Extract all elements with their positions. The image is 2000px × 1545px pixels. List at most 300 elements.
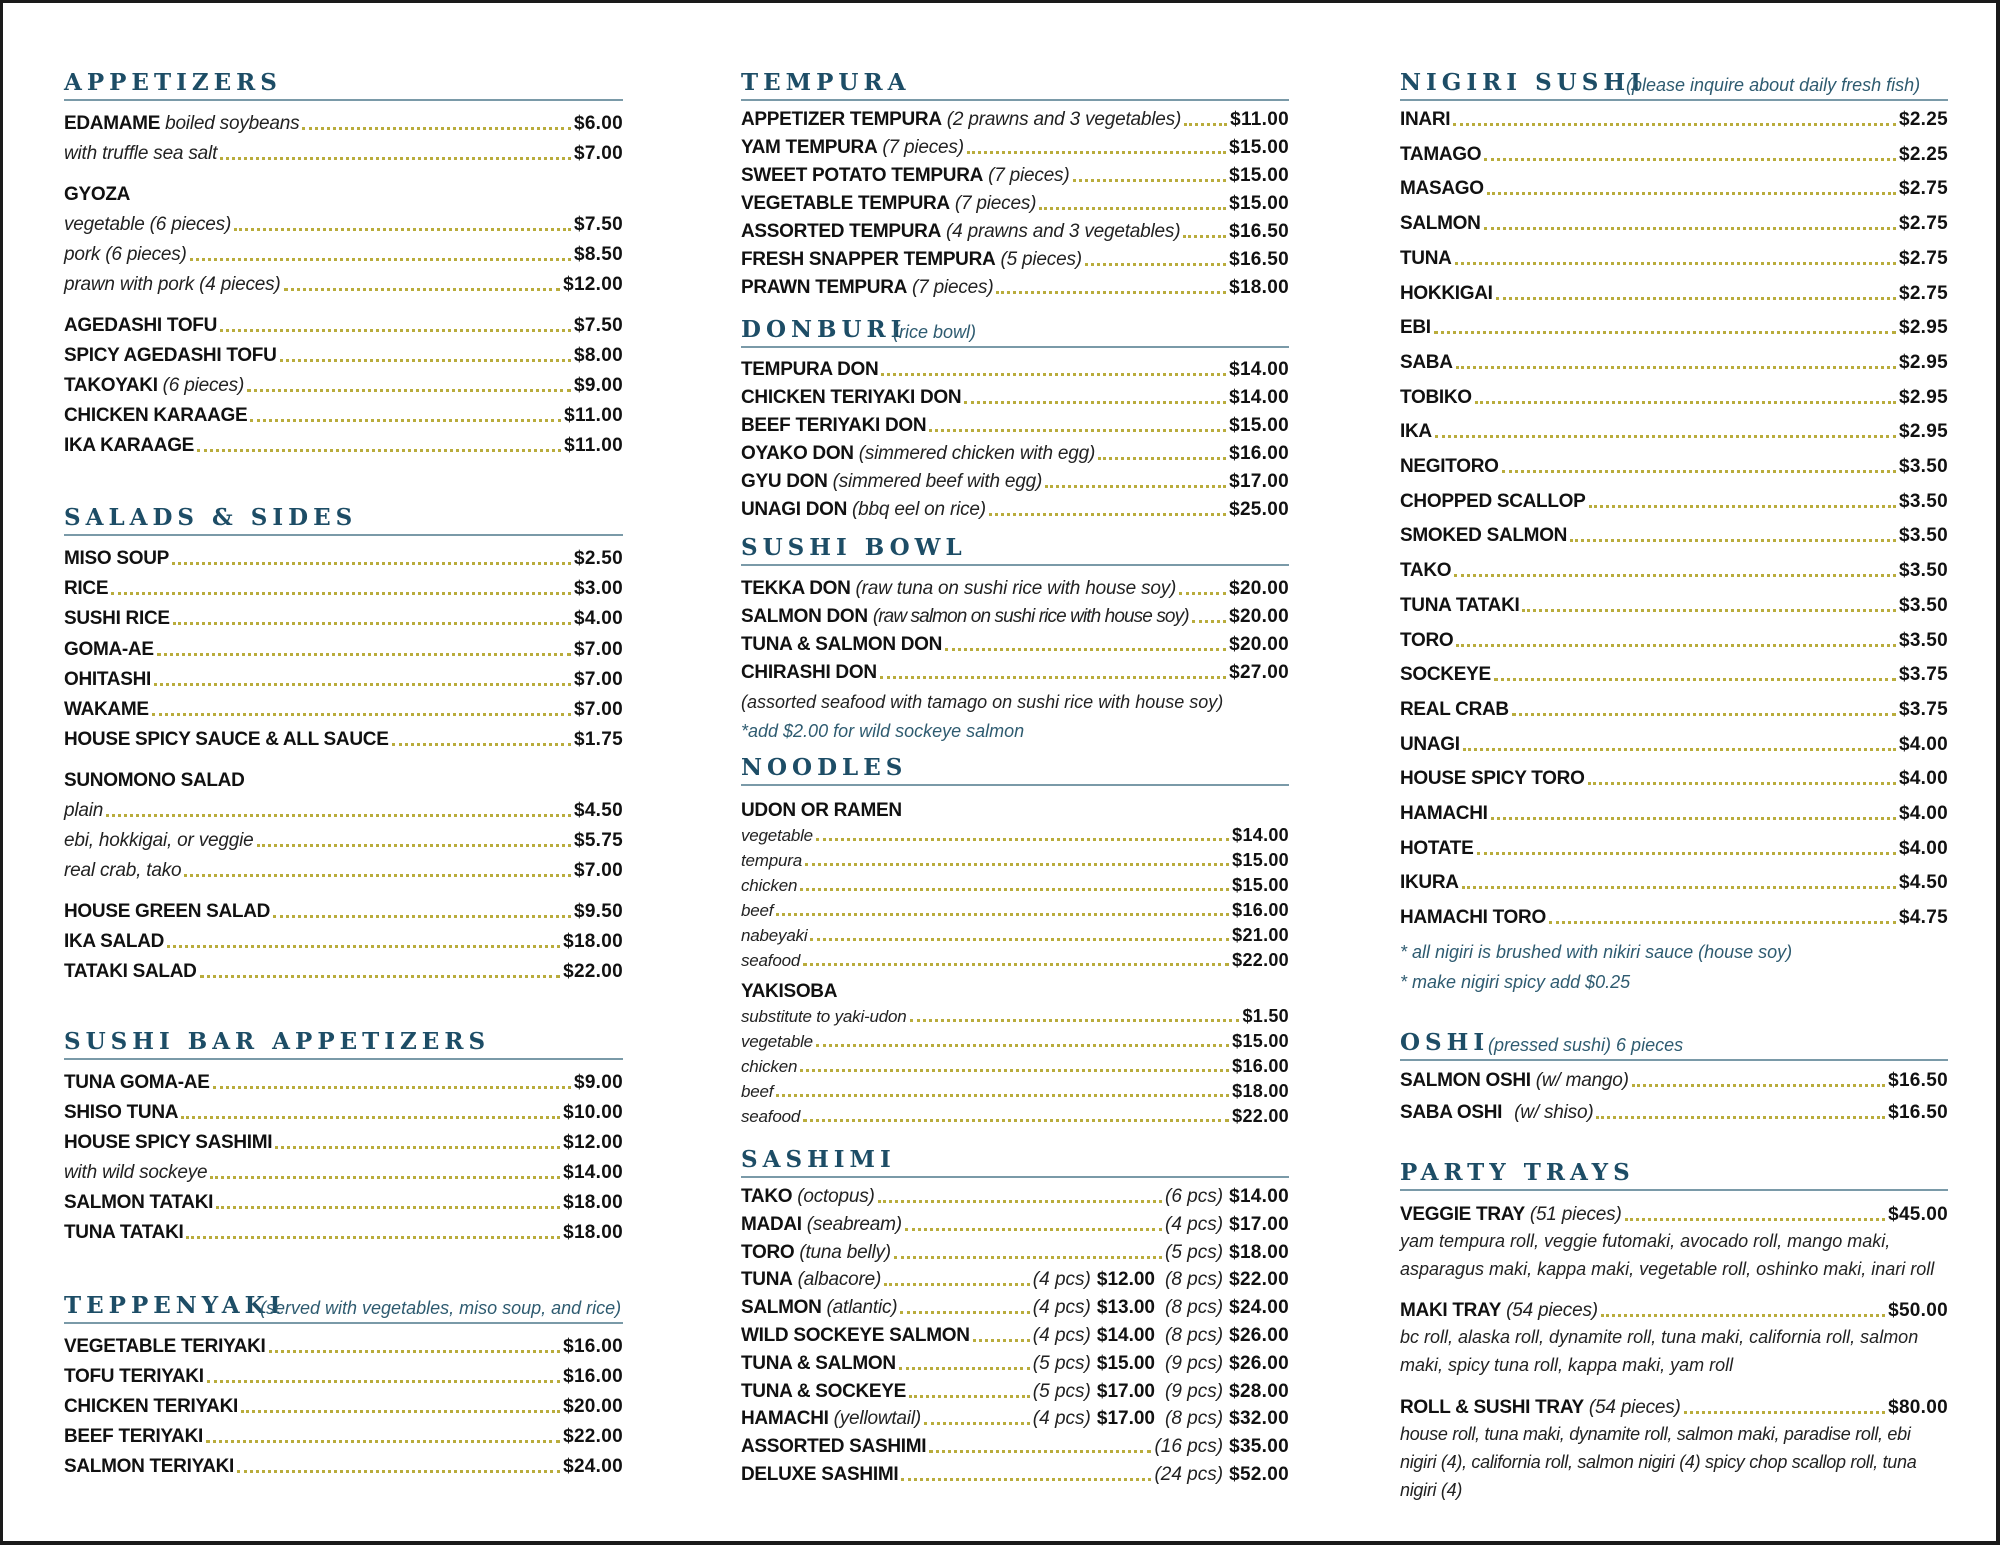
dot-leader [894, 1256, 1162, 1259]
menu-item-option [741, 1055, 1289, 1077]
item-price: $4.50 [1898, 872, 1948, 894]
dot-leader [210, 1176, 560, 1179]
item-name: HAMACHI [741, 1408, 829, 1430]
item-desc: (tuna belly) [799, 1241, 891, 1263]
item-name: ROLL & SUSHI TRAY [1400, 1397, 1584, 1418]
item-name: TATAKI SALAD [64, 961, 197, 982]
item-name: WAKAME [64, 699, 149, 720]
dot-leader [247, 389, 571, 392]
menu-item [1400, 313, 1948, 339]
item-desc: (7 pieces) [882, 137, 964, 158]
dot-leader [106, 814, 571, 817]
menu-item-option [64, 826, 623, 852]
item-price: $52.00 [1229, 1464, 1289, 1485]
item-price-small: $15.00 [1096, 1352, 1155, 1374]
item-option: seafood [741, 951, 801, 970]
section-heading [741, 310, 1289, 348]
menu-item [64, 311, 623, 337]
item-price: $2.75 [1898, 178, 1948, 200]
item-price: $22.00 [1232, 950, 1289, 970]
dot-leader [1596, 1116, 1885, 1119]
item-group-name: SUNOMONO SALAD [64, 770, 245, 791]
dot-leader [152, 713, 571, 716]
dot-leader [810, 938, 1229, 941]
item-price: $45.00 [1888, 1204, 1948, 1225]
dot-leader [924, 1422, 1030, 1425]
section-heading [741, 1140, 1289, 1178]
item-option: prawn with pork (4 pieces) [64, 274, 281, 295]
item-price: $3.50 [1898, 490, 1948, 512]
item-desc: boiled soybeans [165, 113, 300, 134]
item-price: $7.50 [573, 315, 623, 336]
item-price: $26.00 [1229, 1352, 1289, 1374]
item-price: $1.50 [1242, 1006, 1289, 1026]
menu-item [1400, 626, 1948, 652]
dot-leader [816, 1044, 1229, 1047]
item-name: TEKKA DON [741, 578, 851, 599]
item-price: $9.50 [573, 901, 623, 922]
piece-count: (8 pcs) [1165, 1297, 1224, 1319]
item-desc: (w/ mango) [1535, 1070, 1629, 1091]
dot-leader [213, 1086, 571, 1089]
menu-item-option [64, 1158, 623, 1184]
dot-leader [989, 513, 1226, 516]
item-name: TUNA GOMA-AE [64, 1072, 210, 1093]
menu-item [741, 161, 1289, 187]
dot-leader [800, 888, 1229, 891]
dot-leader [1073, 179, 1227, 182]
menu-item [1400, 1296, 1948, 1322]
menu-item [1400, 1098, 1948, 1124]
dot-leader [816, 838, 1229, 841]
dot-leader [1601, 1314, 1885, 1317]
item-price: $22.00 [563, 961, 623, 982]
item-price: $8.00 [573, 345, 623, 366]
item-name: SOCKEYE [1400, 664, 1491, 686]
item-price: $16.50 [1229, 249, 1289, 270]
menu-item [741, 1210, 1289, 1236]
dot-leader [1454, 574, 1896, 577]
menu-item [1400, 487, 1948, 513]
section-title: PARTY TRAYS [1400, 1159, 1635, 1186]
item-option: with truffle sea salt [64, 143, 218, 164]
piece-count-small: (4 pcs) [1032, 1297, 1091, 1319]
dot-leader [167, 945, 560, 948]
menu-item [1400, 279, 1948, 305]
item-name: CHICKEN TERIYAKI DON [741, 387, 962, 408]
item-price: $26.00 [1229, 1325, 1289, 1346]
menu-item-option [64, 796, 623, 822]
menu-item [64, 1332, 623, 1358]
item-name: BEEF TERIYAKI [64, 1426, 203, 1447]
item-name: CHICKEN KARAAGE [64, 405, 248, 426]
item-price: $4.00 [1898, 733, 1948, 755]
dot-leader [1477, 852, 1896, 855]
menu-item [64, 665, 623, 691]
item-name: INARI [1400, 109, 1451, 130]
item-price: $3.50 [1898, 525, 1948, 547]
item-option: with wild sockeye [64, 1162, 208, 1183]
menu-item [741, 1404, 1289, 1430]
menu-item [741, 383, 1289, 409]
item-name: APPETIZER TEMPURA [741, 109, 942, 130]
item-desc: (raw tuna on sushi rice with house soy) [855, 578, 1177, 599]
item-name: SHISO TUNA [64, 1102, 179, 1123]
menu-item [64, 1362, 623, 1388]
item-option: tempura [741, 851, 802, 870]
menu-item [741, 245, 1289, 271]
item-price: $3.50 [1898, 629, 1948, 651]
item-name: UNAGI DON [741, 499, 848, 520]
item-desc: (54 pieces) [1588, 1397, 1681, 1418]
item-price: $14.00 [1229, 359, 1289, 380]
item-price: $18.00 [1229, 1241, 1289, 1263]
item-name: SALMON TERIYAKI [64, 1456, 235, 1477]
item-name: ASSORTED SASHIMI [741, 1436, 927, 1458]
item-price: $80.00 [1888, 1397, 1948, 1418]
menu-item [64, 1128, 623, 1154]
menu-item [741, 1293, 1289, 1319]
item-name: WILD SOCKEYE SALMON [741, 1325, 970, 1346]
sockeye-note: *add $2.00 for wild sockeye salmon [741, 721, 1025, 741]
item-name: ASSORTED TEMPURA [741, 221, 941, 242]
dot-leader [157, 653, 571, 656]
item-price: $7.00 [573, 860, 623, 881]
menu-item [741, 630, 1289, 656]
dot-leader [776, 913, 1229, 916]
menu-item [1400, 140, 1948, 166]
menu-item-option [64, 856, 623, 882]
menu-item [64, 1218, 623, 1244]
dot-leader [220, 329, 571, 332]
item-price: $17.00 [1229, 1213, 1289, 1235]
item-option: nabeyaki [741, 926, 808, 945]
dot-leader [901, 1478, 1151, 1481]
menu-item [1400, 591, 1948, 617]
item-desc: (seabream) [806, 1213, 902, 1235]
section-title: NIGIRI SUSHI [1400, 69, 1646, 96]
item-option: beef [741, 901, 774, 920]
item-name: SUSHI RICE [64, 608, 170, 629]
dot-leader [803, 963, 1229, 966]
item-desc: (octopus) [797, 1186, 875, 1207]
item-name: TUNA TATAKI [64, 1222, 184, 1243]
dot-leader [184, 874, 571, 877]
dot-leader [1512, 713, 1896, 716]
item-price-small: $14.00 [1096, 1325, 1155, 1346]
item-price: $7.00 [573, 143, 623, 164]
menu-item [64, 109, 623, 135]
item-price: $1.75 [573, 729, 623, 750]
menu-item [64, 725, 623, 751]
item-group-name: GYOZA [64, 184, 131, 205]
item-name: TUNA [741, 1269, 793, 1291]
item-name: MADAI [741, 1213, 802, 1235]
item-name: SPICY AGEDASHI TOFU [64, 345, 277, 366]
nigiri-note-nikiri: * all nigiri is brushed with nikiri sauce (house soy) [1400, 942, 1793, 962]
menu-item-option [64, 270, 623, 296]
dot-leader [967, 151, 1226, 154]
menu-item [1400, 1066, 1948, 1092]
menu-item-option [741, 949, 1289, 971]
item-price: $20.00 [1229, 606, 1289, 627]
menu-item [64, 1068, 623, 1094]
menu-item [64, 927, 623, 953]
item-name: SALMON [1400, 213, 1481, 235]
tray-contents: house roll, tuna maki, dynamite roll, salmon maki, paradise roll, ebi nigiri (4), california roll, salmon nigiri (4) spicy chop scallop roll, tuna nigiri (4) [1400, 1424, 1917, 1500]
item-name: TUNA [1400, 247, 1452, 269]
dot-leader [929, 429, 1226, 432]
item-name: TUNA & SALMON [741, 1352, 896, 1374]
item-price: $21.00 [1232, 925, 1289, 945]
item-price: $2.75 [1898, 247, 1948, 269]
menu-item-option [64, 139, 623, 165]
item-price: $25.00 [1229, 499, 1289, 520]
item-price: $16.50 [1229, 221, 1289, 242]
menu-item [741, 273, 1289, 299]
item-price: $15.00 [1229, 193, 1289, 214]
item-price: $12.00 [563, 1132, 623, 1153]
item-price-small: $12.00 [1096, 1269, 1155, 1291]
item-price: $27.00 [1229, 662, 1289, 683]
menu-item [1400, 660, 1948, 686]
piece-count: (6 pcs) [1165, 1186, 1224, 1207]
dot-leader [1179, 592, 1226, 595]
item-option: real crab, tako [64, 860, 182, 881]
menu-item [741, 1321, 1289, 1347]
dot-leader [880, 676, 1226, 679]
menu-item [1400, 521, 1948, 547]
menu-item [741, 658, 1289, 684]
item-name: MISO SOUP [64, 548, 169, 569]
item-price: $2.50 [573, 548, 623, 569]
section-title: APPETIZERS [64, 69, 282, 96]
item-name: SWEET POTATO TEMPURA [741, 165, 984, 186]
item-name: MASAGO [1400, 178, 1484, 200]
dot-leader [964, 401, 1226, 404]
piece-count-small: (5 pcs) [1032, 1380, 1091, 1402]
dot-leader [186, 1236, 560, 1239]
menu-item [741, 1377, 1289, 1403]
item-option: substitute to yaki-udon [741, 1007, 907, 1026]
item-name: MAKI TRAY [1400, 1300, 1502, 1321]
item-price: $4.00 [1898, 837, 1948, 859]
dot-leader [1625, 1218, 1885, 1221]
dot-leader [776, 1094, 1229, 1097]
menu-item [64, 635, 623, 661]
item-name: VEGETABLE TEMPURA [741, 193, 950, 214]
menu-item [741, 467, 1289, 493]
menu-item [1400, 695, 1948, 721]
dot-leader [1455, 262, 1896, 265]
dot-leader [1494, 678, 1896, 681]
item-price: $4.00 [1898, 768, 1948, 790]
item-price: $15.00 [1229, 137, 1289, 158]
item-price: $7.50 [573, 214, 623, 235]
item-price: $10.00 [563, 1102, 623, 1123]
piece-count: (4 pcs) [1165, 1213, 1224, 1235]
section-note: (please inquire about daily fresh fish) [1626, 75, 1921, 95]
item-desc: (bbq eel on rice) [852, 499, 986, 520]
menu-item [1400, 209, 1948, 235]
item-name: HOUSE SPICY SASHIMI [64, 1132, 273, 1153]
item-price: $4.00 [1898, 803, 1948, 824]
dot-leader [881, 373, 1226, 376]
menu-item [64, 1452, 623, 1478]
item-name: IKA [1400, 421, 1432, 443]
item-option: vegetable (6 pieces) [64, 214, 232, 235]
dot-leader [1085, 263, 1226, 266]
item-price: $15.00 [1232, 1031, 1289, 1051]
section-heading [1400, 1023, 1948, 1061]
dot-leader [1589, 505, 1896, 508]
dot-leader [1549, 921, 1896, 924]
item-name: GYU DON [741, 471, 828, 492]
menu-item [64, 431, 623, 457]
item-price: $4.00 [573, 608, 623, 629]
item-name: CHICKEN TERIYAKI [64, 1396, 238, 1417]
menu-item [1400, 105, 1948, 131]
dot-leader [1491, 817, 1896, 820]
item-price-small: $13.00 [1096, 1297, 1155, 1319]
item-price: $24.00 [1229, 1297, 1289, 1319]
item-name: OHITASHI [64, 669, 151, 690]
piece-count-small: (4 pcs) [1032, 1325, 1091, 1346]
item-price: $16.00 [563, 1336, 623, 1357]
item-name: TAKO [741, 1186, 793, 1207]
piece-count: (8 pcs) [1165, 1325, 1224, 1346]
dot-leader [1045, 485, 1226, 488]
item-price: $28.00 [1229, 1380, 1289, 1402]
item-name: UNAGI [1400, 733, 1460, 755]
item-name: TOFU TERIYAKI [64, 1366, 204, 1387]
item-price: $8.50 [573, 244, 623, 265]
dot-leader [273, 915, 571, 918]
item-desc: (7 pieces) [988, 165, 1070, 186]
item-price: $7.00 [573, 639, 623, 660]
item-price: $7.00 [573, 699, 623, 720]
item-name: TORO [1400, 629, 1454, 651]
item-name: TUNA & SALMON DON [741, 634, 943, 655]
dot-leader [190, 258, 571, 261]
menu-item [741, 574, 1289, 600]
dot-leader [154, 683, 571, 686]
item-price: $4.50 [573, 800, 623, 821]
dot-leader [1496, 297, 1896, 300]
dot-leader [905, 1228, 1162, 1231]
dot-leader [1462, 886, 1896, 889]
piece-count: (24 pcs) [1154, 1464, 1224, 1485]
dot-leader [275, 1146, 560, 1149]
item-name: TOBIKO [1400, 386, 1472, 408]
dot-leader [1484, 158, 1896, 161]
item-name: VEGETABLE TERIYAKI [64, 1336, 266, 1357]
item-price: $14.00 [1229, 387, 1289, 408]
piece-count-small: (4 pcs) [1032, 1408, 1091, 1430]
item-price: $22.00 [1232, 1106, 1289, 1126]
menu-item-option [741, 874, 1289, 896]
menu-item [64, 1098, 623, 1124]
item-price-small: $17.00 [1096, 1380, 1155, 1402]
item-name: BEEF TERIYAKI DON [741, 415, 927, 436]
item-price: $2.95 [1898, 351, 1948, 373]
piece-count: (9 pcs) [1165, 1352, 1224, 1374]
item-desc: (51 pieces) [1529, 1204, 1622, 1225]
dot-leader [929, 1450, 1151, 1453]
dot-leader [1475, 401, 1896, 404]
item-option: pork (6 pieces) [64, 244, 187, 265]
menu-item [1400, 417, 1948, 443]
item-price: $3.75 [1898, 698, 1948, 720]
section-heading [64, 63, 623, 101]
item-price: $9.00 [573, 375, 623, 396]
menu-item-option [741, 1105, 1289, 1127]
dot-leader [197, 449, 561, 452]
item-price: $3.50 [1898, 594, 1948, 616]
dot-leader [1570, 539, 1896, 542]
menu-item [64, 604, 623, 630]
item-price-small: $17.00 [1096, 1408, 1155, 1430]
item-desc: (albacore) [797, 1269, 882, 1291]
item-name: IKURA [1400, 872, 1459, 894]
menu-item [64, 1392, 623, 1418]
menu-item [64, 695, 623, 721]
dot-leader [1435, 435, 1896, 438]
item-price: $18.00 [1232, 1081, 1289, 1101]
dot-leader [800, 1069, 1229, 1072]
item-name: DELUXE SASHIMI [741, 1464, 899, 1485]
menu-item [64, 957, 623, 983]
dot-leader [250, 419, 561, 422]
menu-item [64, 1422, 623, 1448]
item-price: $3.00 [573, 578, 623, 599]
item-price: $18.00 [563, 1222, 623, 1243]
piece-count: (5 pcs) [1165, 1241, 1224, 1263]
section-heading [741, 528, 1289, 566]
dot-leader [241, 1410, 560, 1413]
item-price: $15.00 [1229, 415, 1289, 436]
item-price: $14.00 [1229, 1186, 1289, 1207]
item-name: TEMPURA DON [741, 359, 879, 380]
item-name: TORO [741, 1241, 795, 1263]
item-price: $22.00 [563, 1426, 623, 1447]
item-price: $3.50 [1898, 560, 1948, 582]
item-name: TAMAGO [1400, 143, 1482, 165]
item-price: $14.00 [563, 1162, 623, 1183]
item-desc: (simmered beef with egg) [832, 471, 1043, 492]
section-title: OSHI [1400, 1029, 1490, 1056]
item-option: beef [741, 1082, 774, 1101]
menu-item-option [741, 899, 1289, 921]
item-desc: (simmered chicken with egg) [858, 443, 1096, 464]
item-name: IKA SALAD [64, 931, 165, 952]
menu-item-option [741, 849, 1289, 871]
menu-item [64, 401, 623, 427]
dot-leader [1456, 366, 1896, 369]
dot-leader [1434, 331, 1896, 334]
dot-leader [973, 1339, 1030, 1342]
dot-leader [1456, 644, 1896, 647]
item-price: $18.00 [563, 931, 623, 952]
dot-leader [111, 592, 571, 595]
section-heading [741, 63, 1289, 101]
dot-leader [172, 562, 571, 565]
section-title: DONBURI [741, 316, 907, 343]
section-heading [1400, 1153, 1948, 1191]
menu-item [1400, 174, 1948, 200]
dot-leader [173, 622, 571, 625]
dot-leader [1183, 235, 1226, 238]
